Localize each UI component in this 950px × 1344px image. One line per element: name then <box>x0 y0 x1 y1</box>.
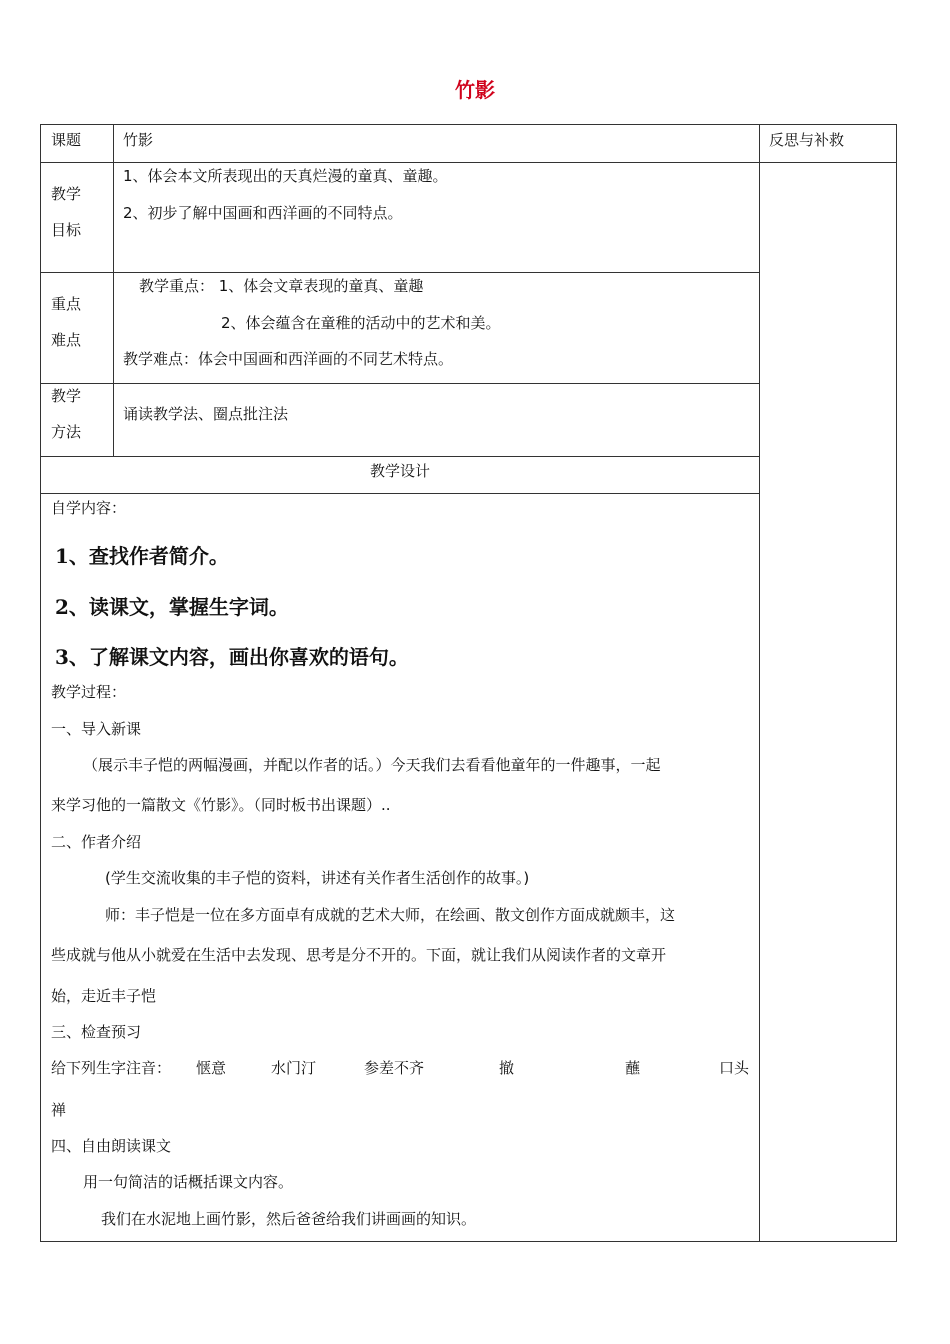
divider <box>41 456 759 457</box>
section-2-title: 二、作者介绍 <box>51 833 142 851</box>
topic-value: 竹影 <box>123 131 154 149</box>
method-label-1: 教学 <box>51 387 82 405</box>
method-label-2: 方法 <box>51 423 82 441</box>
section-1-para-1: （展示丰子恺的两幅漫画，并配以作者的话。）今天我们去看看他童年的一件趣事，一起 <box>83 756 661 774</box>
pinyin-word: 蘸 <box>625 1059 641 1077</box>
section-4-para-1: 用一句简洁的话概括课文内容。 <box>83 1173 294 1191</box>
section-2-para-2: 师：丰子恺是一位在多方面卓有成就的艺术大师，在绘画、散文创作方面成就颇丰，这 <box>105 906 676 924</box>
goals-label-2: 目标 <box>51 221 82 239</box>
key-label-1: 重点 <box>51 295 82 313</box>
key-point-line-1: 教学重点： 1、体会文章表现的童真、童趣 <box>139 277 424 295</box>
reflect-label: 反思与补救 <box>769 131 845 149</box>
pinyin-word: 水门汀 <box>271 1059 317 1077</box>
pinyin-word: 惬意 <box>196 1059 227 1077</box>
section-4-title: 四、自由朗读课文 <box>51 1137 172 1155</box>
section-1-title: 一、导入新课 <box>51 720 142 738</box>
goal-item-2: 2、初步了解中国画和西洋画的不同特点。 <box>123 204 403 222</box>
divider <box>113 125 114 457</box>
goal-item-1: 1、体会本文所表现出的天真烂漫的童真、童趣。 <box>123 167 448 185</box>
self-study-label: 自学内容： <box>51 499 127 517</box>
section-3-title: 三、检查预习 <box>51 1023 142 1041</box>
design-header: 教学设计 <box>369 462 430 480</box>
difficulty-line: 教学难点：体会中国画和西洋画的不同艺术特点。 <box>123 350 454 368</box>
pinyin-word: 口头 <box>719 1059 750 1077</box>
self-study-item-3: 3、了解课文内容，画出你喜欢的语句。 <box>55 645 409 669</box>
divider <box>41 272 759 273</box>
divider <box>41 162 896 163</box>
divider <box>759 125 760 1242</box>
document-title: 竹影 <box>455 78 495 102</box>
divider <box>41 383 759 384</box>
section-2-para-1: (学生交流收集的丰子恺的资料，讲述有关作者生活创作的故事。) <box>105 869 530 887</box>
pinyin-lead: 给下列生字注音： <box>51 1059 172 1077</box>
self-study-item-1: 1、查找作者简介。 <box>55 544 229 568</box>
key-point-line-2: 2、体会蕴含在童稚的活动中的艺术和美。 <box>221 314 501 332</box>
topic-label: 课题 <box>51 131 82 149</box>
lesson-table <box>40 124 897 1242</box>
section-4-para-2: 我们在水泥地上画竹影，然后爸爸给我们讲画画的知识。 <box>101 1210 477 1228</box>
section-2-para-3: 些成就与他从小就爱在生活中去发现、思考是分不开的。下面，就让我们从阅读作者的文章开 <box>51 946 667 964</box>
section-1-para-2: 来学习他的一篇散文《竹影》。（同时板书出课题）.. <box>51 796 391 814</box>
pinyin-word: 参差不齐 <box>364 1059 425 1077</box>
pinyin-word: 撤 <box>499 1059 515 1077</box>
section-2-para-4: 始，走近丰子恺 <box>51 987 157 1005</box>
method-text: 诵读教学法、圈点批注法 <box>123 405 289 423</box>
divider <box>41 493 759 494</box>
key-label-2: 难点 <box>51 331 82 349</box>
self-study-item-2: 2、读课文，掌握生字词。 <box>55 595 289 619</box>
process-label: 教学过程： <box>51 683 127 701</box>
goals-label-1: 教学 <box>51 185 82 203</box>
pinyin-word-cont: 禅 <box>51 1101 67 1119</box>
